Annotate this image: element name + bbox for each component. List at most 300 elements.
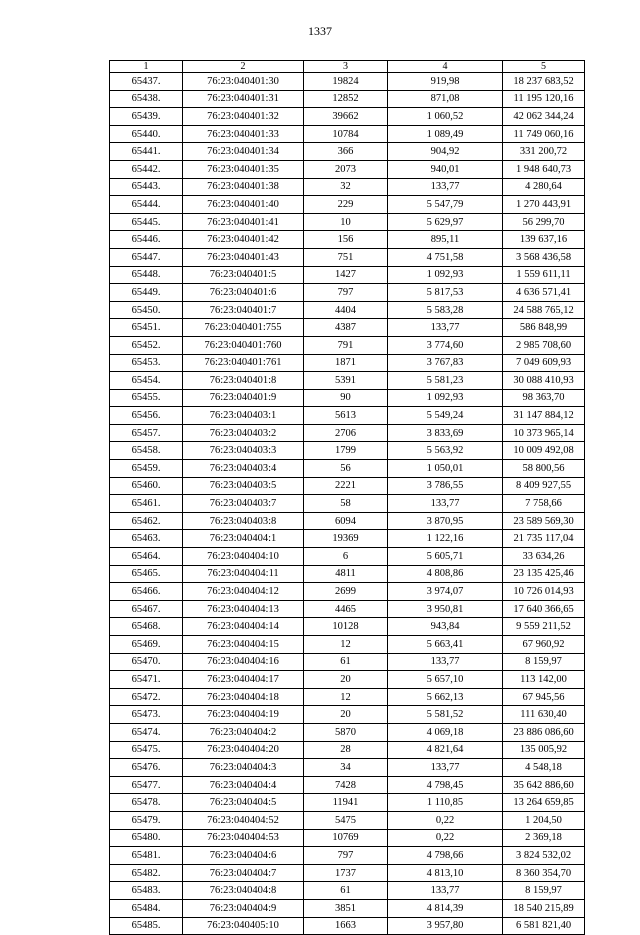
table-cell: 76:23:040401:9 — [183, 389, 304, 407]
column-header: 5 — [503, 61, 585, 73]
table-cell: 23 135 425,46 — [503, 565, 585, 583]
table-cell: 331 200,72 — [503, 143, 585, 161]
table-cell: 76:23:040404:1 — [183, 530, 304, 548]
table-row — [110, 407, 585, 425]
table-cell: 1 092,93 — [388, 389, 503, 407]
table-cell: 65474. — [110, 723, 183, 741]
table-row — [110, 776, 585, 794]
table-cell: 65454. — [110, 372, 183, 390]
table-cell: 76:23:040401:31 — [183, 90, 304, 108]
table-cell: 76:23:040403:5 — [183, 477, 304, 495]
table-cell: 76:23:040403:3 — [183, 442, 304, 460]
table-cell: 17 640 366,65 — [503, 600, 585, 618]
table-cell: 4404 — [304, 301, 388, 319]
table-cell: 28 — [304, 741, 388, 759]
table-cell: 76:23:040404:19 — [183, 706, 304, 724]
table-cell: 797 — [304, 847, 388, 865]
table-cell: 5 629,97 — [388, 213, 503, 231]
table-cell: 76:23:040404:11 — [183, 565, 304, 583]
table-row — [110, 143, 585, 161]
table-cell: 65457. — [110, 424, 183, 442]
table-row — [110, 248, 585, 266]
table-cell: 5613 — [304, 407, 388, 425]
table-cell: 76:23:040401:8 — [183, 372, 304, 390]
table-cell: 65482. — [110, 864, 183, 882]
table-cell: 76:23:040401:760 — [183, 336, 304, 354]
table-row — [110, 671, 585, 689]
table-cell: 18 540 215,89 — [503, 899, 585, 917]
table-cell: 65484. — [110, 899, 183, 917]
table-row — [110, 688, 585, 706]
table-cell: 943,84 — [388, 618, 503, 636]
table-cell: 751 — [304, 248, 388, 266]
table-cell: 5 662,13 — [388, 688, 503, 706]
table-cell: 76:23:040401:5 — [183, 266, 304, 284]
table-row — [110, 160, 585, 178]
table-cell: 76:23:040404:8 — [183, 882, 304, 900]
table-cell: 76:23:040401:30 — [183, 73, 304, 91]
table-cell: 98 363,70 — [503, 389, 585, 407]
table-cell: 65465. — [110, 565, 183, 583]
table-cell: 366 — [304, 143, 388, 161]
table-cell: 139 637,16 — [503, 231, 585, 249]
table-row — [110, 301, 585, 319]
table-cell: 0,22 — [388, 829, 503, 847]
table-cell: 1 204,50 — [503, 811, 585, 829]
table-cell: 1427 — [304, 266, 388, 284]
table-cell: 8 159,97 — [503, 882, 585, 900]
table-cell: 76:23:040404:53 — [183, 829, 304, 847]
table-row — [110, 653, 585, 671]
table-cell: 65476. — [110, 759, 183, 777]
table-row — [110, 372, 585, 390]
table-cell: 76:23:040404:3 — [183, 759, 304, 777]
table-cell: 12852 — [304, 90, 388, 108]
table-cell: 65462. — [110, 512, 183, 530]
table-cell: 1 122,16 — [388, 530, 503, 548]
table-row — [110, 336, 585, 354]
table-cell: 11 195 120,16 — [503, 90, 585, 108]
table-cell: 65469. — [110, 636, 183, 654]
table-cell: 1663 — [304, 917, 388, 935]
table-row — [110, 741, 585, 759]
table-cell: 3 870,95 — [388, 512, 503, 530]
table-cell: 58 — [304, 495, 388, 513]
table-cell: 65472. — [110, 688, 183, 706]
table-cell: 6 581 821,40 — [503, 917, 585, 935]
table-cell: 3 824 532,02 — [503, 847, 585, 865]
table-cell: 65449. — [110, 284, 183, 302]
table-cell: 5475 — [304, 811, 388, 829]
table-cell: 65468. — [110, 618, 183, 636]
table-cell: 4 814,39 — [388, 899, 503, 917]
table-cell: 3 950,81 — [388, 600, 503, 618]
table-row — [110, 196, 585, 214]
table-cell: 1737 — [304, 864, 388, 882]
table-cell: 65446. — [110, 231, 183, 249]
table-cell: 65441. — [110, 143, 183, 161]
table-cell: 61 — [304, 882, 388, 900]
table-cell: 6 — [304, 548, 388, 566]
table-cell: 67 960,92 — [503, 636, 585, 654]
table-row — [110, 495, 585, 513]
table-row — [110, 723, 585, 741]
table-cell: 76:23:040404:13 — [183, 600, 304, 618]
table-cell: 76:23:040403:7 — [183, 495, 304, 513]
table-header — [110, 61, 585, 73]
table-row — [110, 829, 585, 847]
table-cell: 65440. — [110, 125, 183, 143]
table-cell: 1 089,49 — [388, 125, 503, 143]
table-row — [110, 864, 585, 882]
table-cell: 7428 — [304, 776, 388, 794]
table-cell: 76:23:040403:1 — [183, 407, 304, 425]
table-row — [110, 319, 585, 337]
table-cell: 3 957,80 — [388, 917, 503, 935]
table-row — [110, 847, 585, 865]
table-cell: 31 147 884,12 — [503, 407, 585, 425]
table-cell: 76:23:040405:10 — [183, 917, 304, 935]
table-cell: 3851 — [304, 899, 388, 917]
table-cell: 133,77 — [388, 495, 503, 513]
table-cell: 4 548,18 — [503, 759, 585, 777]
table-row — [110, 231, 585, 249]
table-row — [110, 565, 585, 583]
page-number: 1337 — [308, 24, 332, 38]
table-cell: 76:23:040404:12 — [183, 583, 304, 601]
table-cell: 4 636 571,41 — [503, 284, 585, 302]
table-row — [110, 125, 585, 143]
table-cell: 4 821,64 — [388, 741, 503, 759]
table-cell: 7 758,66 — [503, 495, 585, 513]
table-cell: 65483. — [110, 882, 183, 900]
table-cell: 10784 — [304, 125, 388, 143]
table-cell: 5 605,71 — [388, 548, 503, 566]
table-cell: 4 798,45 — [388, 776, 503, 794]
table-cell: 56 — [304, 460, 388, 478]
table-row — [110, 90, 585, 108]
table-cell: 1 060,52 — [388, 108, 503, 126]
table-cell: 229 — [304, 196, 388, 214]
table-cell: 65443. — [110, 178, 183, 196]
table-cell: 3 568 436,58 — [503, 248, 585, 266]
table-row — [110, 600, 585, 618]
table-cell: 65464. — [110, 548, 183, 566]
table-cell: 5 547,79 — [388, 196, 503, 214]
table-row — [110, 794, 585, 812]
table-cell: 76:23:040404:7 — [183, 864, 304, 882]
table-row — [110, 917, 585, 935]
table-cell: 133,77 — [388, 759, 503, 777]
table-cell: 21 735 117,04 — [503, 530, 585, 548]
table-cell: 18 237 683,52 — [503, 73, 585, 91]
table-cell: 1 050,01 — [388, 460, 503, 478]
table-cell: 20 — [304, 671, 388, 689]
table-cell: 3 767,83 — [388, 354, 503, 372]
table-cell: 33 634,26 — [503, 548, 585, 566]
table-cell: 65466. — [110, 583, 183, 601]
table-cell: 133,77 — [388, 653, 503, 671]
table-cell: 65461. — [110, 495, 183, 513]
table-cell: 5 549,24 — [388, 407, 503, 425]
table-cell: 1 948 640,73 — [503, 160, 585, 178]
column-header: 3 — [304, 61, 388, 73]
table-cell: 1 092,93 — [388, 266, 503, 284]
table-cell: 135 005,92 — [503, 741, 585, 759]
table-cell: 76:23:040401:41 — [183, 213, 304, 231]
table-cell: 65473. — [110, 706, 183, 724]
table-cell: 65475. — [110, 741, 183, 759]
table-cell: 940,01 — [388, 160, 503, 178]
table-cell: 65445. — [110, 213, 183, 231]
table-cell: 8 360 354,70 — [503, 864, 585, 882]
table-cell: 65459. — [110, 460, 183, 478]
table-cell: 76:23:040404:52 — [183, 811, 304, 829]
table-cell: 67 945,56 — [503, 688, 585, 706]
table-cell: 586 848,99 — [503, 319, 585, 337]
table-cell: 76:23:040401:40 — [183, 196, 304, 214]
table-row — [110, 512, 585, 530]
table-row — [110, 284, 585, 302]
table-cell: 10769 — [304, 829, 388, 847]
table-cell: 65453. — [110, 354, 183, 372]
table-cell: 65479. — [110, 811, 183, 829]
table-cell: 9 559 211,52 — [503, 618, 585, 636]
table-cell: 90 — [304, 389, 388, 407]
table-cell: 1 559 611,11 — [503, 266, 585, 284]
table-cell: 76:23:040401:34 — [183, 143, 304, 161]
table-cell: 76:23:040404:20 — [183, 741, 304, 759]
table-cell: 1 110,85 — [388, 794, 503, 812]
table-row — [110, 706, 585, 724]
table-cell: 56 299,70 — [503, 213, 585, 231]
table-cell: 65481. — [110, 847, 183, 865]
table-cell: 76:23:040403:2 — [183, 424, 304, 442]
table-cell: 3 774,60 — [388, 336, 503, 354]
table-cell: 76:23:040401:32 — [183, 108, 304, 126]
table-row — [110, 811, 585, 829]
table-row — [110, 583, 585, 601]
table-cell: 76:23:040404:5 — [183, 794, 304, 812]
table-cell: 2706 — [304, 424, 388, 442]
table-cell: 4 798,66 — [388, 847, 503, 865]
table-cell: 76:23:040404:15 — [183, 636, 304, 654]
table-row — [110, 178, 585, 196]
table-cell: 5870 — [304, 723, 388, 741]
table-cell: 65448. — [110, 266, 183, 284]
table-cell: 4 808,86 — [388, 565, 503, 583]
header-row — [110, 61, 585, 73]
table-cell: 871,08 — [388, 90, 503, 108]
table-cell: 919,98 — [388, 73, 503, 91]
table-cell: 895,11 — [388, 231, 503, 249]
table-cell: 65451. — [110, 319, 183, 337]
table-cell: 61 — [304, 653, 388, 671]
data-table — [109, 60, 585, 935]
table-cell: 8 159,97 — [503, 653, 585, 671]
table-cell: 904,92 — [388, 143, 503, 161]
table-cell: 76:23:040404:9 — [183, 899, 304, 917]
table-row — [110, 460, 585, 478]
table-body — [110, 73, 585, 935]
table-cell: 42 062 344,24 — [503, 108, 585, 126]
table-cell: 13 264 659,85 — [503, 794, 585, 812]
table-row — [110, 354, 585, 372]
table-row — [110, 442, 585, 460]
table-cell: 76:23:040404:17 — [183, 671, 304, 689]
table-cell: 65485. — [110, 917, 183, 935]
table-cell: 1871 — [304, 354, 388, 372]
table-cell: 65463. — [110, 530, 183, 548]
table-row — [110, 389, 585, 407]
table-cell: 76:23:040404:6 — [183, 847, 304, 865]
table-cell: 8 409 927,55 — [503, 477, 585, 495]
table-cell: 65437. — [110, 73, 183, 91]
table-cell: 797 — [304, 284, 388, 302]
table-cell: 65467. — [110, 600, 183, 618]
table-cell: 76:23:040401:6 — [183, 284, 304, 302]
table-cell: 1799 — [304, 442, 388, 460]
table-cell: 65452. — [110, 336, 183, 354]
table-row — [110, 899, 585, 917]
table-cell: 65439. — [110, 108, 183, 126]
table-cell: 65458. — [110, 442, 183, 460]
table-cell: 7 049 609,93 — [503, 354, 585, 372]
table-cell: 4387 — [304, 319, 388, 337]
table-cell: 10 — [304, 213, 388, 231]
table-cell: 791 — [304, 336, 388, 354]
table-cell: 76:23:040404:2 — [183, 723, 304, 741]
table-cell: 20 — [304, 706, 388, 724]
table-cell: 65477. — [110, 776, 183, 794]
table-row — [110, 266, 585, 284]
table-cell: 5 657,10 — [388, 671, 503, 689]
table-cell: 19824 — [304, 73, 388, 91]
table-cell: 76:23:040401:7 — [183, 301, 304, 319]
table-row — [110, 759, 585, 777]
table-cell: 12 — [304, 636, 388, 654]
column-header: 2 — [183, 61, 304, 73]
table-cell: 58 800,56 — [503, 460, 585, 478]
table-cell: 76:23:040404:4 — [183, 776, 304, 794]
table-cell: 65470. — [110, 653, 183, 671]
table-cell: 34 — [304, 759, 388, 777]
table-cell: 133,77 — [388, 178, 503, 196]
table-cell: 4465 — [304, 600, 388, 618]
table-cell: 6094 — [304, 512, 388, 530]
table-cell: 30 088 410,93 — [503, 372, 585, 390]
table-cell: 76:23:040404:10 — [183, 548, 304, 566]
table-cell: 4 813,10 — [388, 864, 503, 882]
table-cell: 76:23:040404:16 — [183, 653, 304, 671]
table-cell: 2221 — [304, 477, 388, 495]
table-cell: 76:23:040401:761 — [183, 354, 304, 372]
table-cell: 76:23:040403:8 — [183, 512, 304, 530]
table-cell: 4 751,58 — [388, 248, 503, 266]
table-cell: 35 642 886,60 — [503, 776, 585, 794]
table-cell: 39662 — [304, 108, 388, 126]
table-cell: 10128 — [304, 618, 388, 636]
table-cell: 65471. — [110, 671, 183, 689]
table-cell: 23 589 569,30 — [503, 512, 585, 530]
table-cell: 5 817,53 — [388, 284, 503, 302]
table-cell: 5 663,41 — [388, 636, 503, 654]
table-cell: 65478. — [110, 794, 183, 812]
table-cell: 156 — [304, 231, 388, 249]
table-cell: 4811 — [304, 565, 388, 583]
table-cell: 2073 — [304, 160, 388, 178]
table-cell: 2 985 708,60 — [503, 336, 585, 354]
table-cell: 5391 — [304, 372, 388, 390]
table-cell: 65456. — [110, 407, 183, 425]
table-cell: 11941 — [304, 794, 388, 812]
table-cell: 10 373 965,14 — [503, 424, 585, 442]
table-row — [110, 882, 585, 900]
table-cell: 76:23:040401:755 — [183, 319, 304, 337]
table-cell: 24 588 765,12 — [503, 301, 585, 319]
table-cell: 111 630,40 — [503, 706, 585, 724]
table-row — [110, 108, 585, 126]
table-cell: 133,77 — [388, 319, 503, 337]
table-cell: 76:23:040401:35 — [183, 160, 304, 178]
table-row — [110, 213, 585, 231]
table-cell: 10 009 492,08 — [503, 442, 585, 460]
table-cell: 3 833,69 — [388, 424, 503, 442]
table-row — [110, 548, 585, 566]
table-cell: 0,22 — [388, 811, 503, 829]
table-cell: 5 583,28 — [388, 301, 503, 319]
table-row — [110, 477, 585, 495]
table-cell: 76:23:040404:18 — [183, 688, 304, 706]
table-cell: 19369 — [304, 530, 388, 548]
table-cell: 65447. — [110, 248, 183, 266]
column-header: 1 — [110, 61, 183, 73]
table-cell: 4 280,64 — [503, 178, 585, 196]
table-cell: 1 270 443,91 — [503, 196, 585, 214]
table-cell: 12 — [304, 688, 388, 706]
table-row — [110, 618, 585, 636]
table-cell: 76:23:040401:33 — [183, 125, 304, 143]
table-cell: 65442. — [110, 160, 183, 178]
table-row — [110, 73, 585, 91]
table-cell: 65455. — [110, 389, 183, 407]
table-cell: 65480. — [110, 829, 183, 847]
table-cell: 2699 — [304, 583, 388, 601]
table-row — [110, 530, 585, 548]
table-cell: 5 581,23 — [388, 372, 503, 390]
table-cell: 133,77 — [388, 882, 503, 900]
table-cell: 76:23:040403:4 — [183, 460, 304, 478]
table-cell: 10 726 014,93 — [503, 583, 585, 601]
table-cell: 32 — [304, 178, 388, 196]
table-cell: 65438. — [110, 90, 183, 108]
table-row — [110, 636, 585, 654]
table-cell: 5 581,52 — [388, 706, 503, 724]
table-row — [110, 424, 585, 442]
table-cell: 2 369,18 — [503, 829, 585, 847]
table-cell: 5 563,92 — [388, 442, 503, 460]
table-cell: 76:23:040401:38 — [183, 178, 304, 196]
table-cell: 3 786,55 — [388, 477, 503, 495]
table-cell: 3 974,07 — [388, 583, 503, 601]
table-cell: 11 749 060,16 — [503, 125, 585, 143]
column-header: 4 — [388, 61, 503, 73]
table-cell: 76:23:040404:14 — [183, 618, 304, 636]
table-cell: 23 886 086,60 — [503, 723, 585, 741]
table-cell: 65450. — [110, 301, 183, 319]
table-cell: 65444. — [110, 196, 183, 214]
table-cell: 76:23:040401:43 — [183, 248, 304, 266]
